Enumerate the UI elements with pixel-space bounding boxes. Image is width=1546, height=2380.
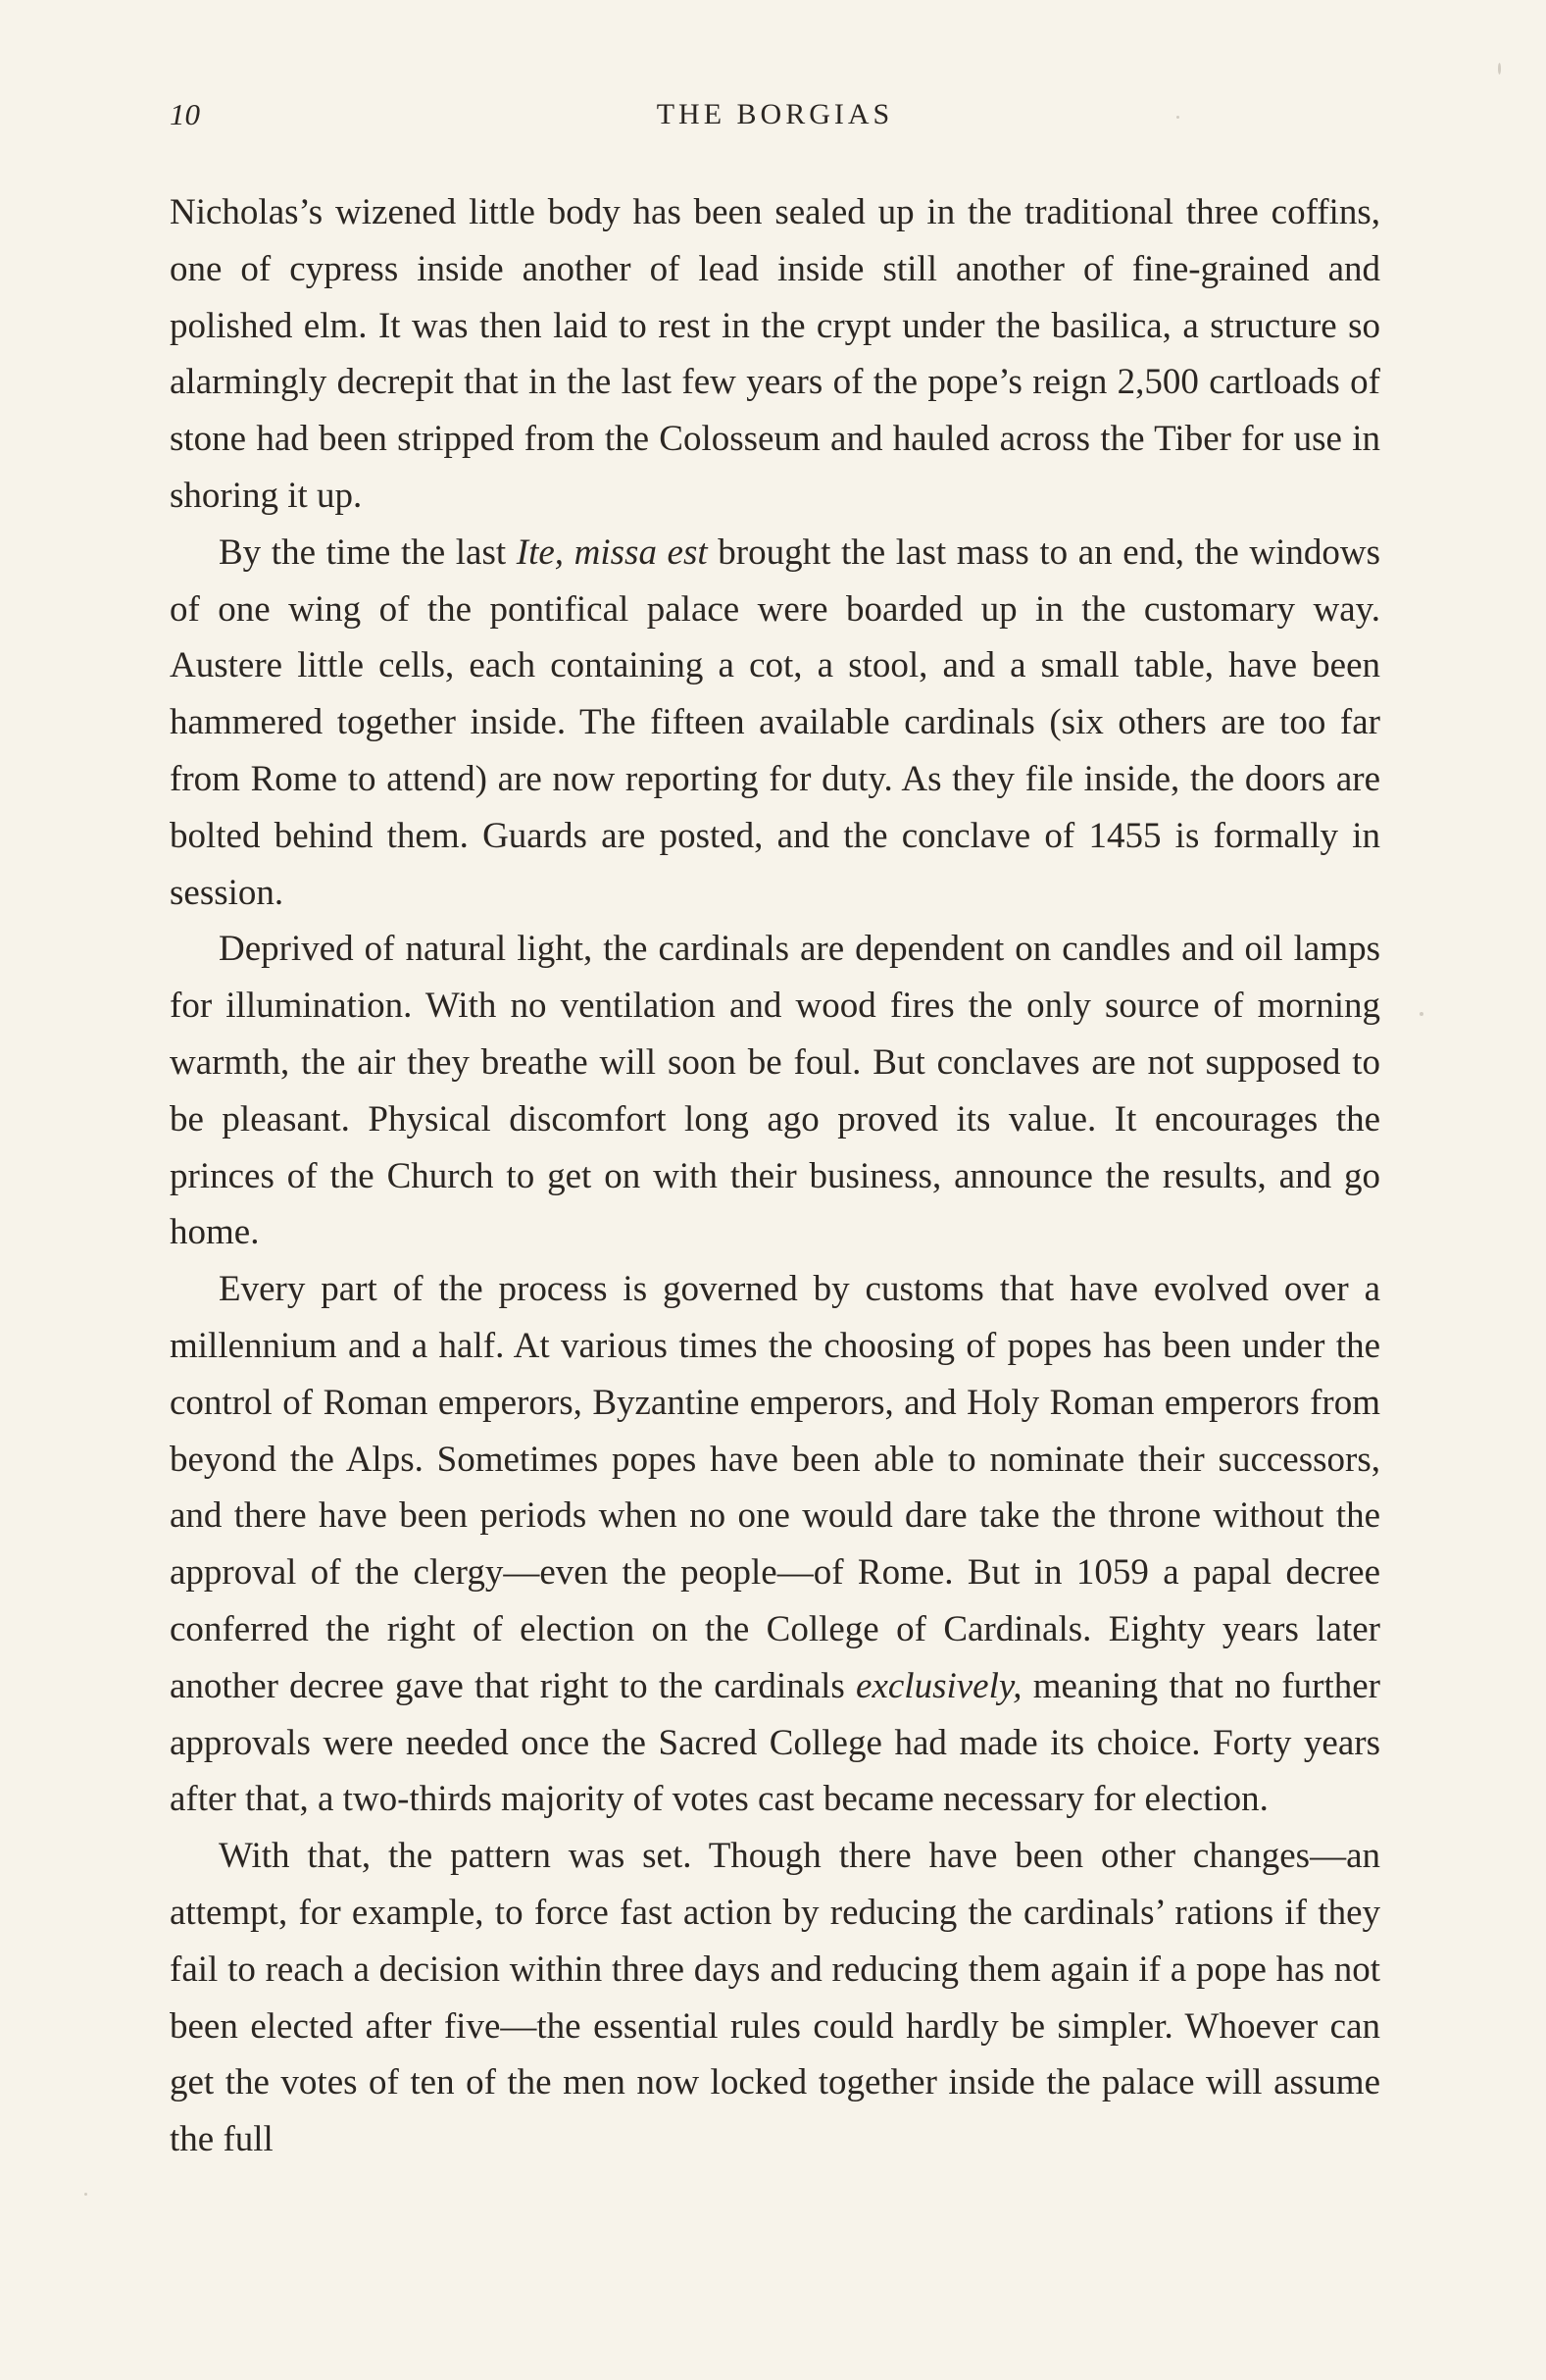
paragraph-1-text: Nicholas’s wizened little body has been sealed up in the traditional three coffins, one of cypress inside another of lead inside still another of fine-grained and polished elm. It was then laid to rest in the crypt under the basilica, a structure so alarmingly decrepit that in the last few years of the pope’s reign 2,500 cartloads of stone had been stripped from the Colosseum and hauled across the Tiber for use in shoring it up.: [170, 192, 1380, 516]
paragraph-5-text: With that, the pattern was set. Though there have been other changes—an attempt, for example, to force fast action by reducing the cardinals’ rations if they fail to reach a decision within three days and reducing them again if a pope has not been elected after five—the essential rules could hardly be simpler. Whoever can get the votes of ten of the men now locked together inside the palace will assume the full: [170, 1836, 1380, 2160]
paragraph-2: [170, 525, 1380, 922]
paragraph-4-text-b: meaning that no further approvals were needed once the Sacred College had made its choice. Forty years after that, a two-thirds majority of votes cast became necessary for election.: [170, 1665, 1380, 1820]
page-number: 10: [170, 97, 200, 131]
paragraph-4: [170, 1261, 1380, 1828]
running-head: [170, 90, 1380, 139]
scan-speck: [84, 2193, 87, 2196]
running-title: THE BORGIAS: [656, 98, 894, 130]
paragraph-1: [170, 184, 1380, 525]
body-text: [170, 184, 1380, 2168]
scan-speck: [1420, 1012, 1423, 1016]
emphasis-exclusively: exclusively,: [856, 1665, 1022, 1706]
scan-speck: [1498, 63, 1501, 75]
paragraph-2-text-b: brought the last mass to an end, the windows of one wing of the pontifical palace were boarded up in the customary way. Austere little cells, each containing a cot, a stool, and a small table, have been hammered together inside. The fifteen available cardinals (six others are too far from Rome to attend) are now reporting for duty. As they file inside, the doors are bolted behind them. Guards are posted, and the conclave of 1455 is formally in session.: [170, 532, 1380, 913]
paragraph-4-text-a: Every part of the process is governed by customs that have evolved over a millennium and a half. At various times the choosing of popes has been under the control of Roman emperors, Byzantine emperors, and Holy Roman emperors from beyond the Alps. Sometimes popes have been able to nominate their successors, and there have been periods when no one would dare take the throne without the approval of the clergy—even the people—of Rome. But in 1059 a papal decree conferred the right of election on the College of Cardinals. Eighty years later another decree gave that right to the cardinals: [170, 1269, 1380, 1706]
latin-phrase: Ite, missa est: [516, 532, 708, 573]
paragraph-5: [170, 1828, 1380, 2168]
scan-speck: [1176, 116, 1179, 119]
paragraph-3-text: Deprived of natural light, the cardinals are dependent on candles and oil lamps for illumination. With no ventilation and wood fires the only source of morning warmth, the air they breathe will soon be foul. But conclaves are not supposed to be pleasant. Physical discomfort long ago proved its value. It encourages the princes of the Church to get on with their business, announce the results, and go home.: [170, 929, 1380, 1253]
paragraph-2-text-a: By the time the last: [219, 532, 517, 573]
paragraph-3: [170, 921, 1380, 1261]
